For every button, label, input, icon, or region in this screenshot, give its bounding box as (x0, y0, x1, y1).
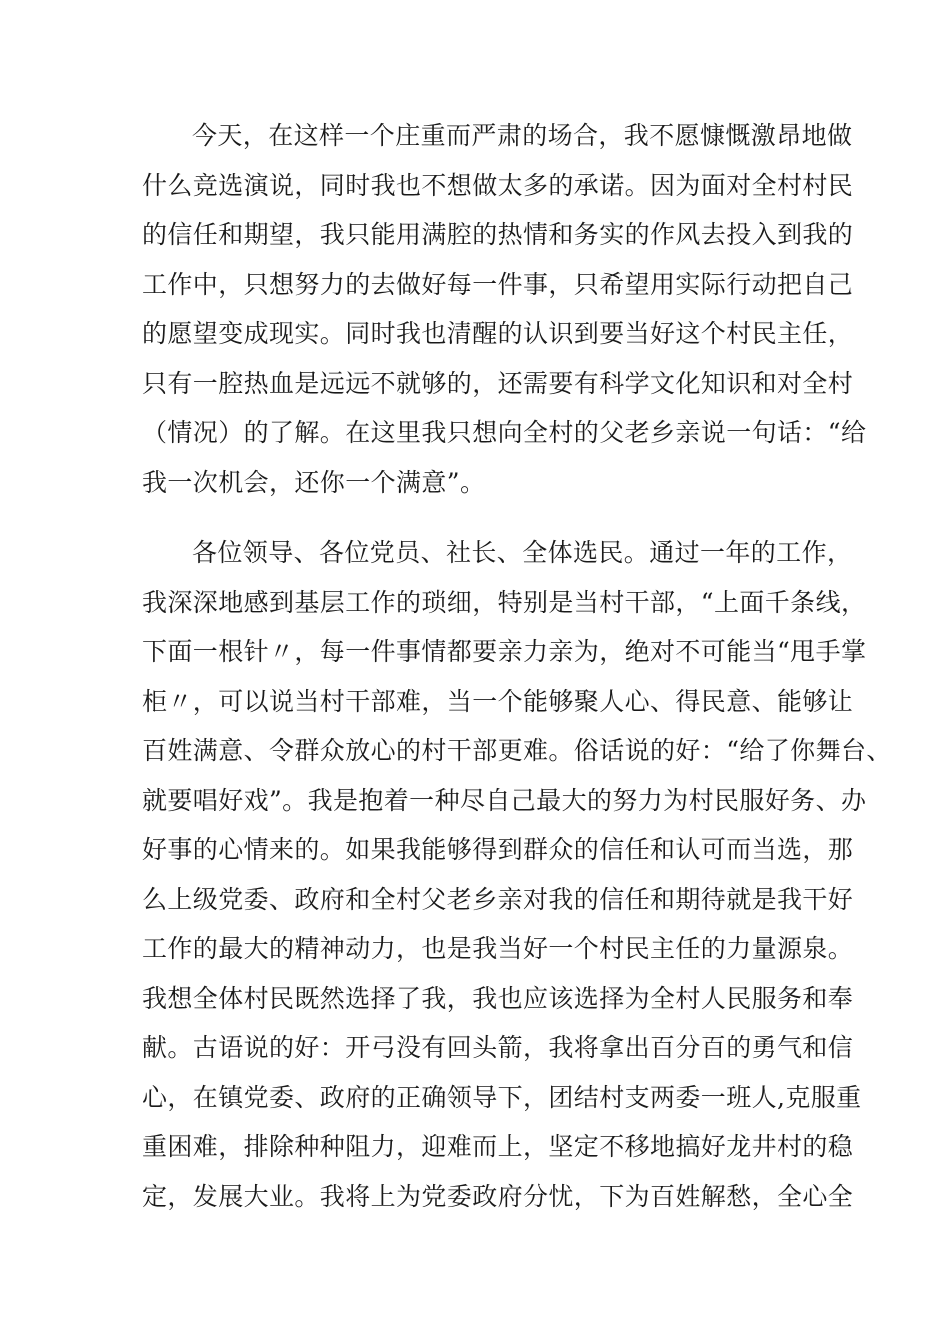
paragraph-line: 好事的心情来的。如果我能够得到群众的信任和认可而当选，那 (142, 835, 854, 864)
paragraph-line: 就要唱好戏”。我是抱着一种尽自己最大的努力为村民服好务、办 (142, 785, 867, 815)
paragraph-line: 今天，在这样一个庄重而严肃的场合，我不愿慷慨激昂地做 (192, 121, 853, 150)
paragraph-line: 的愿望变成现实。同时我也清醒的认识到要当好这个村民主任， (142, 319, 854, 348)
paragraph-line: 我一次机会，还你一个满意”。 (142, 467, 486, 497)
paragraph-line: （情况）的了解。在这里我只想向全村的父老乡亲说一句话：“给 (142, 418, 867, 447)
paragraph-line: 的信任和期望，我只能用满腔的热情和务实的作风去投入到我的 (142, 220, 854, 249)
paragraph-line: 献。古语说的好：开弓没有回头箭，我将拿出百分百的勇气和信 (142, 1033, 854, 1062)
paragraph-line: 定，发展大业。我将上为党委政府分忧，下为百姓解愁，全心全 (142, 1181, 854, 1211)
paragraph-line: 我深深地感到基层工作的琐细，特别是当村干部，“上面千条线， (142, 587, 867, 617)
paragraph-line: 只有一腔热血是远远不就够的，还需要有科学文化知识和对全村 (142, 368, 854, 398)
paragraph-line: 重困难，排除种种阻力，迎难而上，坚定不移地搞好龙井村的稳 (142, 1132, 854, 1161)
paragraph-line: 各位领导、各位党员、社长、全体选民。通过一年的工作， (192, 538, 853, 567)
paragraph-2 (142, 528, 892, 1221)
paragraph-line: 么上级党委、政府和全村父老乡亲对我的信任和期待就是我干好 (142, 884, 854, 914)
paragraph-line: 下面一根针〃，每一件事情都要亲力亲为，绝对不可能当“甩手掌 (142, 637, 867, 666)
paragraph-line: 百姓满意、令群众放心的村干部更难。俗话说的好：“给了你舞台、 (142, 736, 892, 765)
paragraph-line: 什么竞选演说，同时我也不想做太多的承诺。因为面对全村村民 (142, 170, 854, 200)
paragraph-line: 工作中，只想努力的去做好每一件事，只希望用实际行动把自己 (142, 269, 854, 299)
paragraph-line: 柜〃，可以说当村干部难，当一个能够聚人心、得民意、能够让 (142, 686, 854, 716)
paragraph-line: 我想全体村民既然选择了我，我也应该选择为全村人民服务和奉 (142, 983, 854, 1013)
paragraph-1 (142, 111, 867, 507)
paragraph-line: 工作的最大的精神动力，也是我当好一个村民主任的力量源泉。 (142, 934, 854, 963)
paragraph-line: 心，在镇党委、政府的正确领导下，团结村支两委一班人,克服重 (142, 1082, 862, 1112)
